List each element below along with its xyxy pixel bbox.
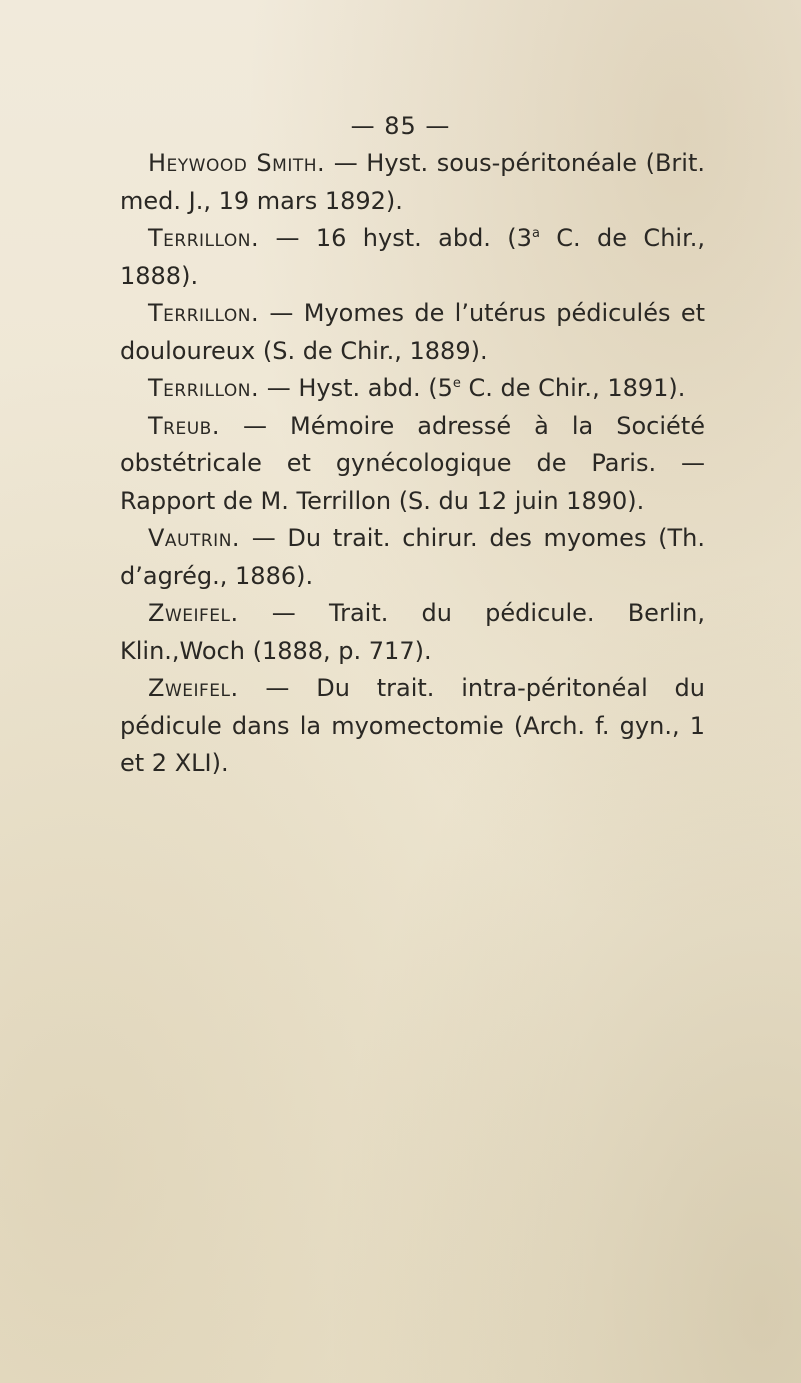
entry-author: Zweifel. — [148, 599, 239, 627]
bibliography-entry — [120, 595, 705, 670]
bibliography-entry — [120, 220, 705, 295]
bibliography-entry — [120, 145, 705, 220]
page-number: — 85 — — [350, 112, 451, 140]
entry-author: Zweifel. — [148, 674, 239, 702]
entry-author: Treub. — [148, 411, 220, 440]
bibliography — [120, 145, 705, 783]
entry-superscript: a — [531, 226, 540, 241]
entry-text: — Hyst. abd. (5 — [259, 374, 453, 402]
entry-text-continued: C. de Chir., 1888). — [120, 224, 705, 290]
entry-superscript: e — [452, 376, 461, 391]
entry-author: Heywood Smith. — [148, 149, 326, 177]
entry-text: — Mémoire adressé à la Société obstétricale et gynécologique de Paris. — Rapport de M. Terrillon (S. du 12 juin 1890). — [120, 411, 705, 515]
bibliography-entry — [120, 670, 705, 783]
bibliography-entry — [120, 370, 705, 408]
bibliography-entry — [120, 520, 705, 595]
entry-text: — Trait. du pédicule. Berlin, Klin.,Woch (1888, p. 717). — [120, 599, 705, 665]
entry-author: Terrillon. — [148, 374, 260, 402]
entry-text: — Hyst. sous-péritonéale (Brit. med. J., 19 mars 1892). — [120, 149, 705, 215]
entry-text: — Myomes de l’utérus pédiculés et douloureux (S. de Chir., 1889). — [120, 299, 705, 365]
entry-author: Terrillon. — [148, 299, 260, 327]
entry-author: Terrillon. — [148, 224, 260, 252]
entry-text-continued: C. de Chir., 1891). — [460, 374, 686, 402]
bibliography-entry — [120, 408, 705, 521]
entry-text: — Du trait. chirur. des myomes (Th. d’agrég., 1886). — [120, 524, 705, 590]
bibliography-entry — [120, 295, 705, 370]
entry-text: — Du trait. intra-péritonéal du pédicule dans la myomectomie (Arch. f. gyn., 1 et 2 XLI). — [120, 674, 705, 777]
entry-author: Vautrin. — [148, 524, 241, 552]
entry-text: — 16 hyst. abd. (3 — [259, 224, 532, 252]
